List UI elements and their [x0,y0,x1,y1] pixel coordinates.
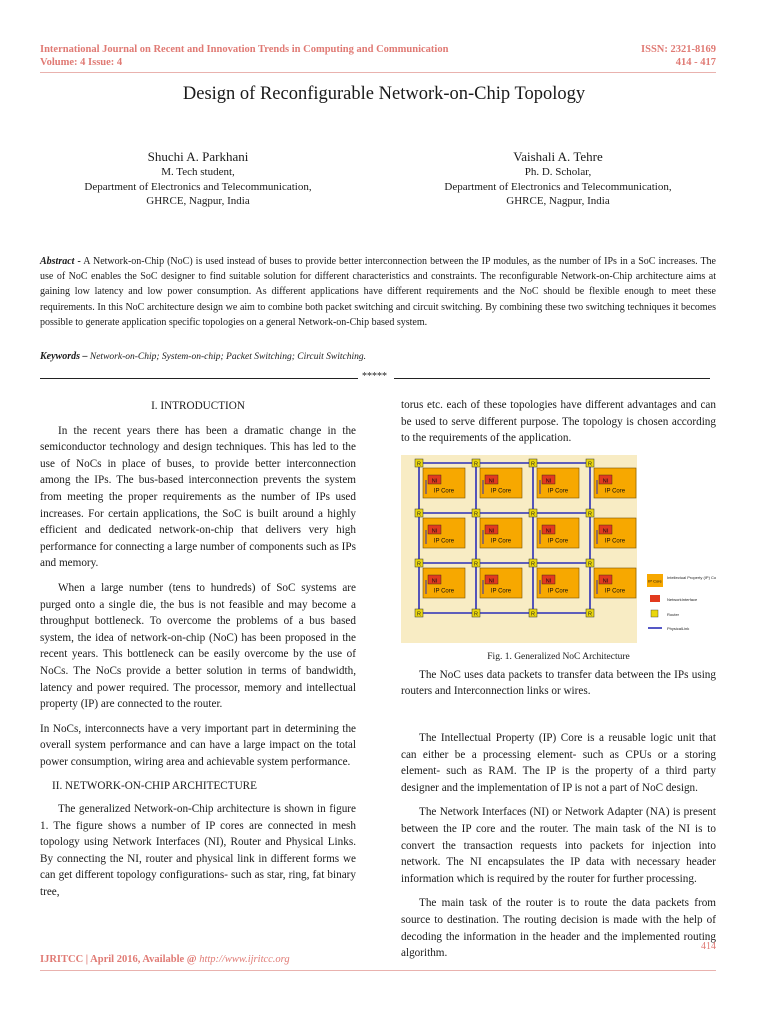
journal-name: International Journal on Recent and Innovation Trends in Computing and Communication [40,44,449,55]
left-column [40,398,356,909]
right-column [401,397,716,970]
router-label: R [588,461,592,468]
router-label: R [531,511,535,518]
ni-label: NI [545,578,552,585]
author-place: GHRCE, Nagpur, India [506,195,610,207]
paragraph: When a large number (tens to hundreds) of SoC systems are purged onto a single die, the bus is not feasible and may become a throughput bottleneck. To overcome the problems of a bus based system, the idea of network-on-chip (NoC) has been proposed in the recent years. This bottleneck can be easily overcome by the use of NoCs. The NoCs provide a better solution in terms of bandwidth, latency and power required. The processor, memory and intellectual property (IP) are connected to the router. [40,581,356,711]
author-role: Ph. D. Scholar, [524,166,592,178]
journal-volume: Volume: 4 Issue: 4 [40,57,123,68]
footer-text: IJRITCC | April 2016, Available @ [40,954,200,965]
paragraph: The main task of the router is to route the data packets from source to destination. The routing decision is made with the help of decoding the information in the header and the implemented routing algorithm. [401,897,716,960]
ip-core-label: IP Core [433,538,455,545]
legend-router-swatch [651,610,658,617]
router-label: R [417,511,421,518]
ni-label: NI [602,478,609,485]
paragraph: The generalized Network-on-Chip architecture is shown in figure 1. The figure shows a number of IP cores are connected in mesh topology using Network Interfaces (NI), Router and Physical Links. By connecting the NI, router and physical link in different forms we can get different topology configurations- such as star, ring, fat binary tree, [40,803,356,899]
abstract-label: Abstract - [40,256,81,267]
journal-issn: ISSN: 2321-8169 [641,44,716,55]
section-heading: II. NETWORK-ON-CHIP ARCHITECTURE [52,780,257,793]
router-label: R [417,561,421,568]
legend-ip-label: Intellectual Property (IP) Core [667,574,716,580]
paragraph: The NoC uses data packets to transfer data between the IPs using routers and Interconnection links or wires. [401,668,716,698]
author-block [388,148,728,209]
author-place: GHRCE, Nagpur, India [146,195,250,207]
section-separator [40,372,710,384]
abstract-text: A Network-on-Chip (NoC) is used instead of buses to provide better interconnection between the IP modules, as the number of IPs in a SoC increases. The use of NoC enables the SoC designer to find suitable solution for different characteristics and constraints. The reconfigurable Network-on-Chip architecture aims at gaining low latency and low power consumption. As different applications have different requirements and the NoC should be flexible enough to meet these requirements. In this NoC architecture design we aim to combine both packet switching and circuit switching. By combining these two switching techniques it becomes possible to generate application specific topologies on a general Network-on-Chip based system. [40,256,716,328]
author-role: M. Tech student, [161,166,235,178]
header-rule [40,72,716,73]
ni-label: NI [602,528,609,535]
router-label: R [588,511,592,518]
router-label: R [531,461,535,468]
ip-core-label: IP Core [490,488,512,495]
ni-label: NI [488,528,495,535]
router-label: R [474,561,478,568]
ip-core-label: IP Core [604,538,626,545]
ni-label: NI [431,578,438,585]
ip-core-label: IP Core [433,588,455,595]
journal-header [40,43,448,69]
legend-ip-swatch-label: IP Core [648,578,662,584]
author-block [28,148,368,209]
ni-label: NI [488,578,495,585]
paragraph: The Intellectual Property (IP) Core is a reusable logic unit that can either be a processing element- such as CPUs or a storing element- such as RAM. The IP is the property of a third party designer and the implementation of IP is not a part of NoC design. [401,731,716,794]
paragraph: In NoCs, interconnects have a very important part in determining the overall system performance and can have a large impact on the total power consumption, wiring area and achievable system performance. [40,722,356,768]
footer-rule [40,970,716,971]
ip-core-label: IP Core [490,538,512,545]
ni-label: NI [431,478,438,485]
separator-line [394,378,710,379]
page-number: 414 [701,941,716,952]
abstract [40,254,716,330]
separator-line [40,378,358,379]
ip-core-label: IP Core [547,538,569,545]
section-heading: I. INTRODUCTION [151,400,245,412]
legend-ni-swatch [650,595,660,602]
ni-label: NI [488,478,495,485]
router-label: R [474,511,478,518]
ip-core-label: IP Core [604,488,626,495]
paper-title: Design of Reconfigurable Network-on-Chip Topology [182,84,586,104]
author-dept: Department of Electronics and Telecommunication, [444,180,672,193]
ni-label: NI [602,578,609,585]
paragraph: In the recent years there has been a dramatic change in the semiconductor technology and design techniques. This has led to the use of NoCs in place of buses, to provide better interconnection among the IPs. The bus-based interconnection prevents the system from meeting the proper requirements as the number of IPs used increases. For certain applications, the SoC is built around a highly efficient and dedicated network-on-chip that delivers very high performance for connecting a large number of components such as IPs and memory. [40,424,356,570]
router-label: R [417,611,421,618]
keywords-text: Network-on-Chip; System-on-chip; Packet Switching; Circuit Switching. [87,352,367,362]
noc-architecture-figure [401,455,716,645]
router-label: R [588,561,592,568]
router-label: R [531,561,535,568]
ip-core-label: IP Core [547,588,569,595]
noc-diagram [401,455,716,645]
ip-core-label: IP Core [433,488,455,495]
paragraph: torus etc. each of these topologies have different advantages and can be used to serve different purpose. The topology is chosen according to the requirements of the application. [401,399,716,445]
legend-router-label: Router [667,611,680,617]
keywords [40,350,366,364]
separator-stars: ***** [362,371,387,382]
author-dept: Department of Electronics and Telecommunication, [84,180,312,193]
footer-link[interactable]: http://www.ijritcc.org [199,954,290,965]
keywords-label: Keywords – [40,351,88,362]
legend-link-label: PhysicalLink [667,625,690,631]
ip-core-label: IP Core [604,588,626,595]
router-label: R [531,611,535,618]
ip-core-label: IP Core [490,588,512,595]
journal-header-right [641,43,716,69]
paragraph: The Network Interfaces (NI) or Network Adapter (NA) is present between the IP core and the router. The main task of the NI is to convert the transaction requests into packets for injection into network. The NI encapsulates the IP data with necessary header information which is required by the router for further processing. [401,806,716,885]
router-label: R [588,611,592,618]
author-name: Shuchi A. Parkhani [147,149,249,164]
figure-caption: Fig. 1. Generalized NoC Architecture [487,651,630,662]
ni-label: NI [545,478,552,485]
router-label: R [474,461,478,468]
ip-core-label: IP Core [547,488,569,495]
footer [40,954,290,965]
legend-ni-label: NetworkInterface [667,596,698,602]
ni-label: NI [431,528,438,535]
router-label: R [474,611,478,618]
author-name: Vaishali A. Tehre [513,149,603,164]
ni-label: NI [545,528,552,535]
journal-pages: 414 - 417 [675,57,716,68]
router-label: R [417,461,421,468]
